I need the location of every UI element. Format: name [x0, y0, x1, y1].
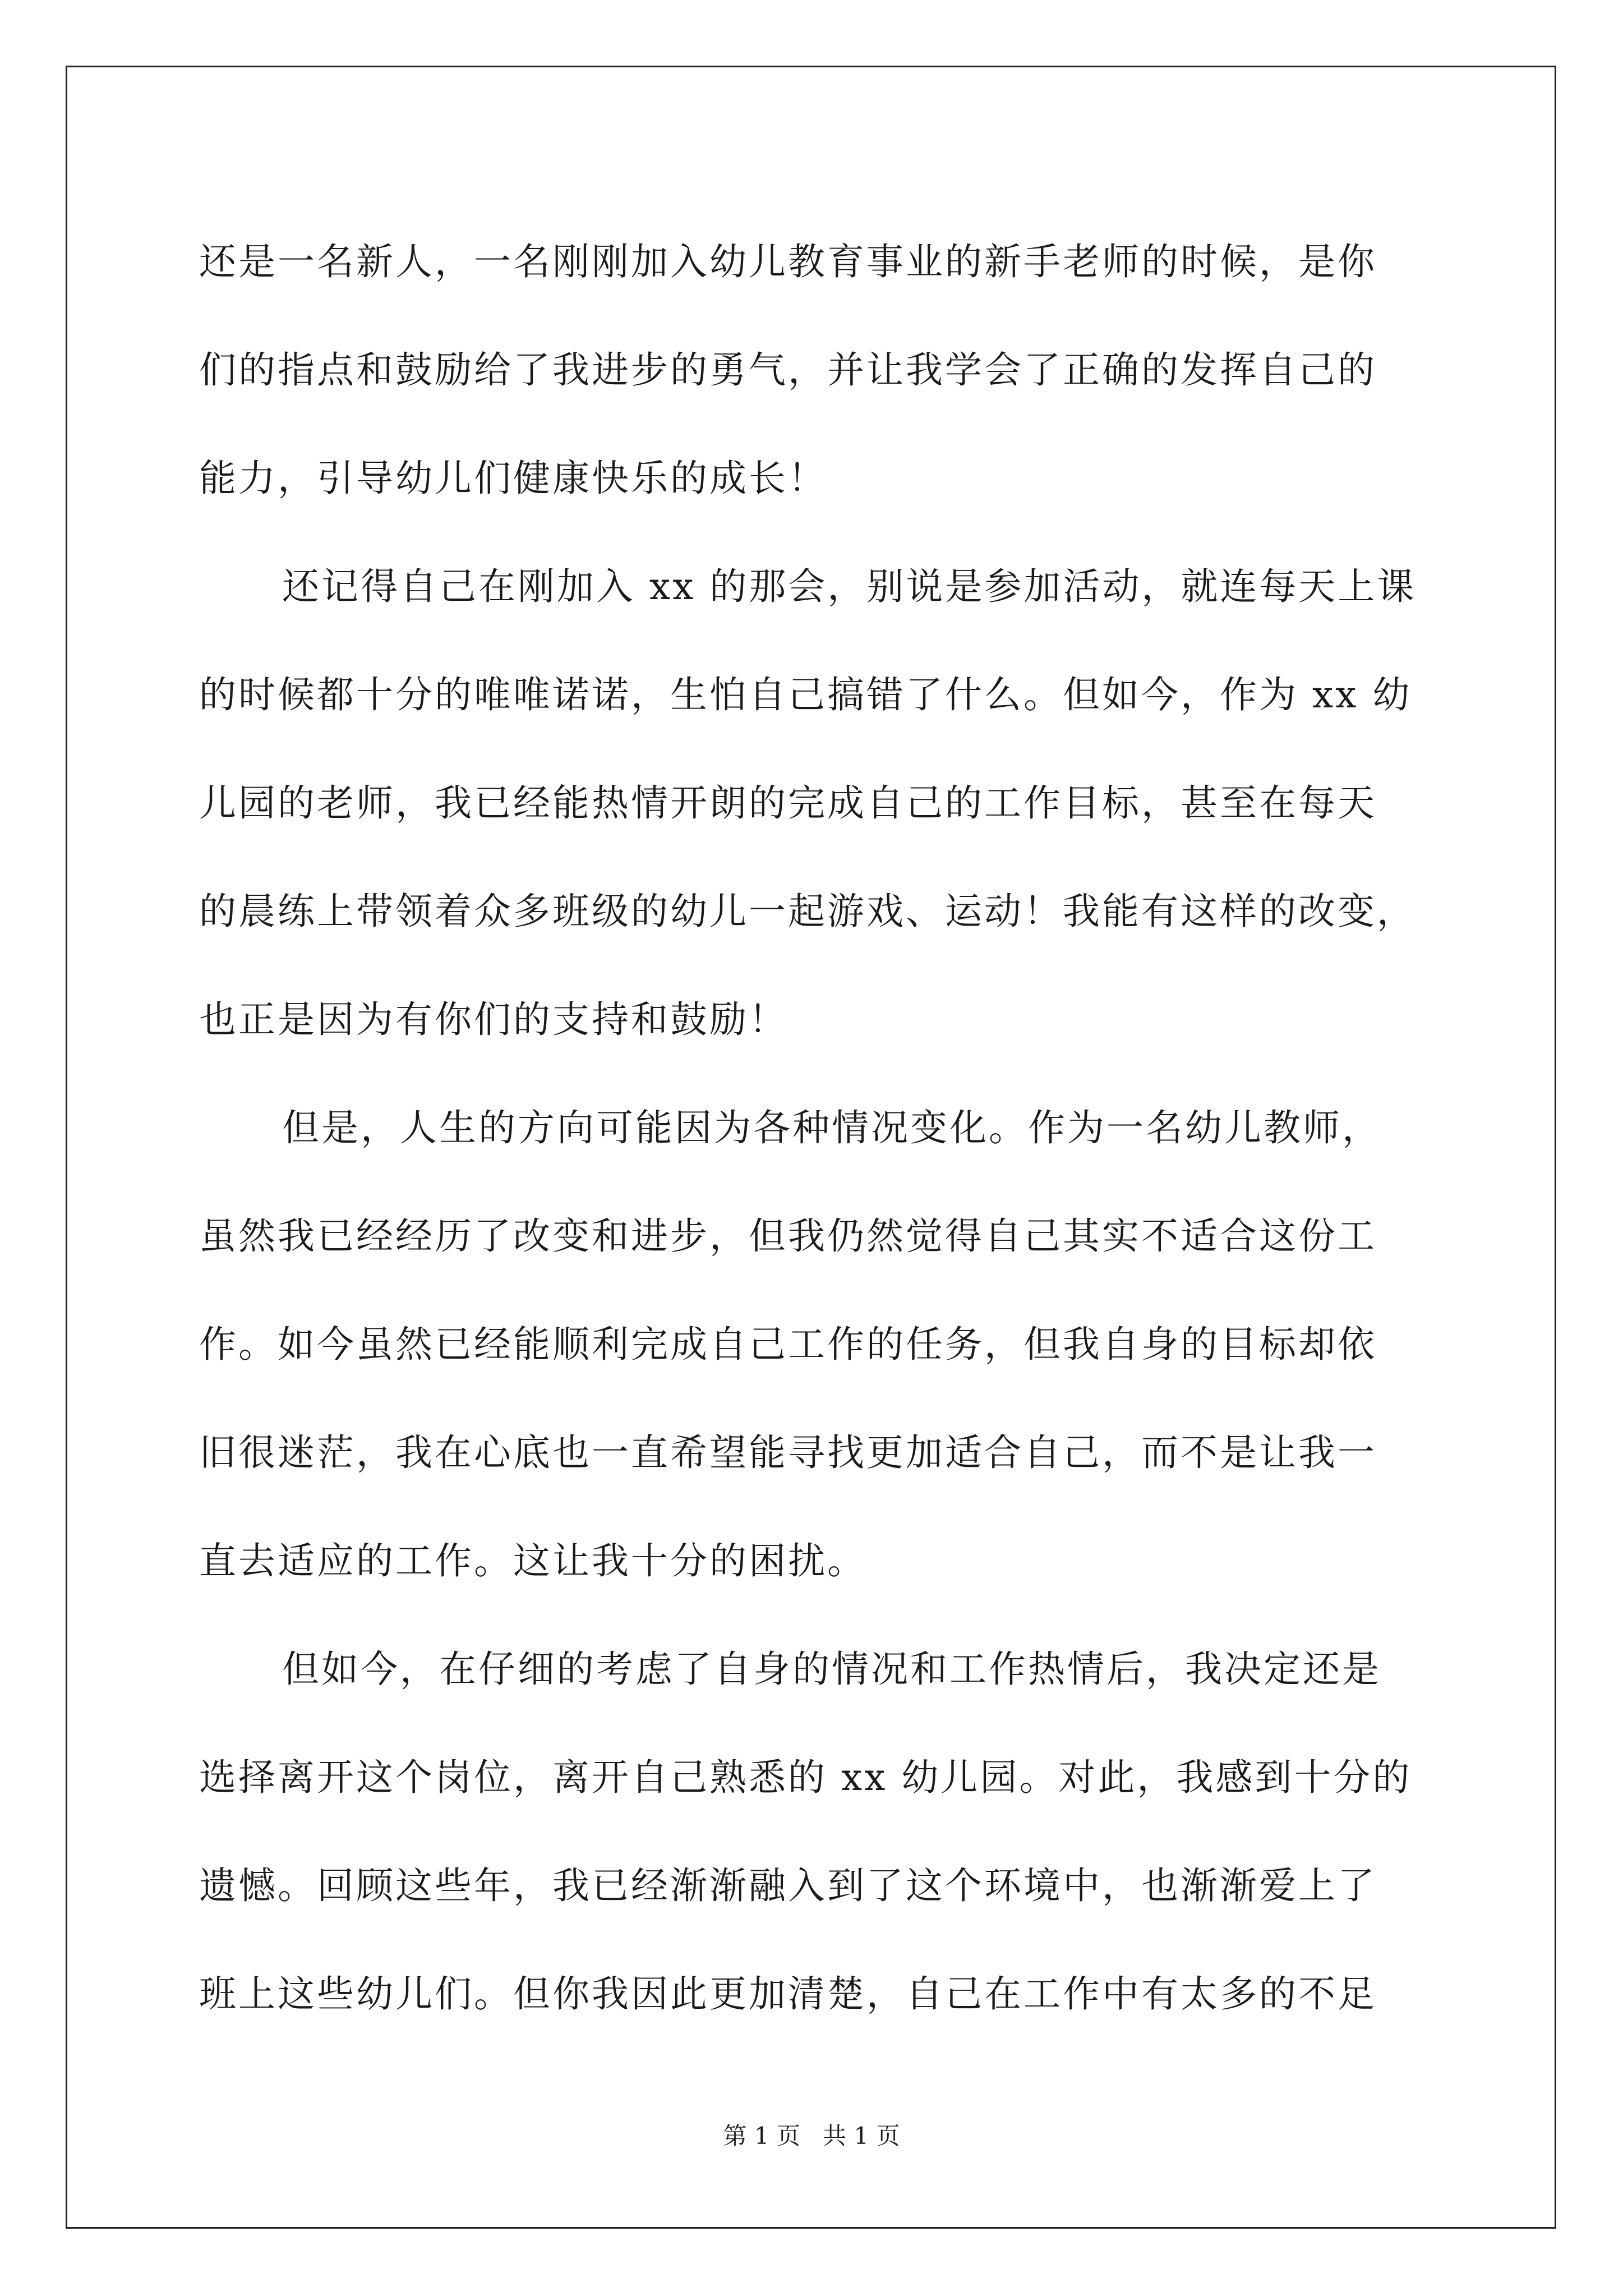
text-line: 的时候都十分的唯唯诺诺，生怕自己搞错了什么。但如今，作为 xx 幼 — [199, 673, 1412, 716]
page-total: 共 1 页 — [823, 2122, 900, 2150]
text-line-paragraph-start: 但如今，在仔细的考虑了自身的情况和工作热情后，我决定还是 — [282, 1648, 1381, 1691]
text-line-paragraph-start: 还记得自己在刚加入 xx 的那会，别说是参加活动，就连每天上课 — [282, 565, 1417, 608]
text-line: 作。如今虽然已经能顺利完成自己工作的任务，但我自身的目标却依 — [199, 1323, 1377, 1366]
document-body — [199, 208, 1489, 2048]
page-number: 第 1 页 — [723, 2122, 800, 2150]
text-line: 遗憾。回顾这些年，我已经渐渐融入到了这个环境中，也渐渐爱上了 — [199, 1864, 1377, 1907]
text-line: 直去适应的工作。这让我十分的困扰。 — [199, 1539, 866, 1582]
text-line: 儿园的老师，我已经能热情开朗的完成自己的工作目标，甚至在每天 — [199, 781, 1377, 825]
text-line: 能力，引导幼儿们健康快乐的成长！ — [199, 457, 827, 500]
text-line: 还是一名新人，一名刚刚加入幼儿教育事业的新手老师的时候，是你 — [199, 240, 1377, 283]
text-line-paragraph-start: 但是，人生的方向可能因为各种情况变化。作为一名幼儿教师， — [282, 1106, 1381, 1149]
text-line: 虽然我已经经历了改变和进步，但我仍然觉得自己其实不适合这份工 — [199, 1214, 1377, 1258]
text-line: 的晨练上带领着众多班级的幼儿一起游戏、运动！我能有这样的改变， — [199, 890, 1416, 933]
text-line: 班上这些幼儿们。但你我因此更加清楚，自己在工作中有太多的不足 — [199, 1972, 1377, 2016]
text-line: 选择离开这个岗位，离开自己熟悉的 xx 幼儿园。对此，我感到十分的 — [199, 1756, 1412, 1799]
text-line: 们的指点和鼓励给了我进步的勇气，并让我学会了正确的发挥自己的 — [199, 348, 1377, 392]
page-footer — [0, 2118, 1623, 2151]
text-line: 也正是因为有你们的支持和鼓励！ — [199, 998, 788, 1041]
text-line: 旧很迷茫，我在心底也一直希望能寻找更加适合自己，而不是让我一 — [199, 1431, 1377, 1474]
